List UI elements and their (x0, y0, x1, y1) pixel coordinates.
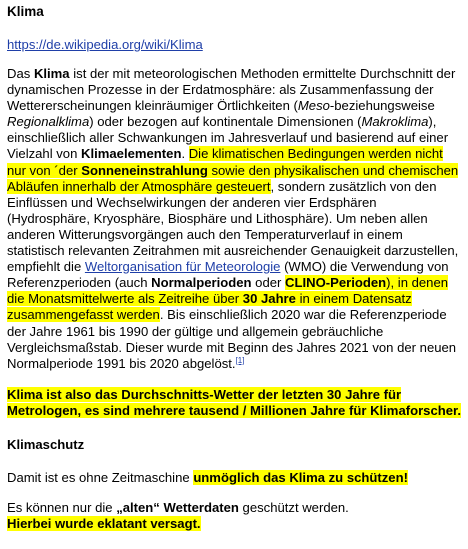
text-run: sowie den physikalischen und chemischen Abläufen innerhalb der Atmosphäre gesteuert (7, 162, 459, 194)
text-run: in denen die Monatsmittelwerte als Zeitreihe über (7, 275, 449, 307)
italic-regionalklima: Regionalklima (7, 114, 90, 130)
summary-highlight: Klima ist also das Durchschnitts-Wetter der letzten 30 Jahre für Metrologen, es sind mehrere tausend / Millionen Jahre für Klimaforscher. (7, 386, 462, 418)
text-run: (WMO) die Verwendung von Referenzperioden (auch (7, 259, 449, 291)
text-run: in einem Datensatz zusammengefasst werden (7, 291, 412, 323)
klimaschutz-paragraph (7, 470, 462, 486)
text-run: Es können nur die (7, 499, 117, 515)
text-run: oder (251, 275, 286, 291)
text-run: ), einschließlich aller Schwankungen im Jahresverlauf und basierend auf einer Vielzahl von (7, 114, 449, 162)
bold-30-jahre: 30 Jahre (242, 291, 296, 307)
text-run: Damit ist es ohne Zeitmaschine (7, 469, 194, 485)
highlight-versagt: Hierbei wurde eklatant versagt. (7, 515, 201, 531)
page-title: Klima (7, 4, 44, 19)
bold-normalperioden: Normalperioden (151, 275, 252, 291)
text-run: , sondern zusätzlich von den Einflüssen und Wechselwirkungen der anderen vier Erdsphären (Hydrosphäre, Kryosphäre, Biosphäre und Lithosphäre). Um neben allen anderen Witterungsvorgängen auch den Temperaturverlauf in einem statistisch relevanten Zeitrahmen mit ausreichender Genauigkeit darzustellen, empfiehlt die (7, 178, 459, 275)
italic-meso: Meso (297, 98, 330, 114)
summary-paragraph (7, 387, 462, 419)
wmo-link[interactable]: Weltorganisation für Meteorologie (84, 259, 281, 275)
footnote-link[interactable]: [1] (235, 355, 245, 365)
bold-clino-perioden: CLINO-Perioden (285, 275, 387, 291)
text-run: Das (7, 66, 34, 81)
bold-alten-wetterdaten: „alten“ Wetterdaten (116, 499, 239, 515)
section-heading-klimaschutz: Klimaschutz (7, 436, 85, 452)
source-link[interactable]: https://de.wikipedia.org/wiki/Klima (7, 37, 203, 52)
bold-sonneneinstrahlung: Sonneneinstrahlung (81, 162, 208, 178)
text-run: ist der mit meteorologischen Methoden ermittelte Durchschnitt der dynamischen Prozesse in der Erdatmosphäre: als Zusammenfassung der Wettererscheinungen kleinräumiger Örtlichkeiten ( (7, 66, 456, 114)
definition-paragraph (7, 66, 462, 372)
text-run: Die klimatischen Bedingungen werden nicht nur von ´der (7, 146, 443, 178)
text-run: . Bis einschließlich 2020 war die Referenzperiode der Jahre 1961 bis 1990 der gültige und allgemein gebräuchliche Vergleichsmaßstab. Dieser wurde mit Beginn des Jahres 2021 von der neuen Normalperiode 1991 bis 2020 abgelöst. (7, 307, 457, 371)
text-run: geschützt werden. (238, 499, 349, 515)
source-url-line (7, 37, 462, 53)
text-run: ) oder bezogen auf kontinentale Dimensionen ( (89, 114, 362, 130)
bold-klimaelemente: Klimaelementen (81, 146, 182, 162)
text-run: -beziehungsweise (329, 98, 435, 114)
wetterdaten-paragraph (7, 500, 462, 532)
highlight-unmoeglich: unmöglich das Klima zu schützen! (193, 469, 408, 485)
italic-makroklima: Makroklima (361, 114, 429, 130)
text-run: ), (386, 275, 398, 291)
bold-klima: Klima (33, 66, 70, 81)
text-run: . (181, 146, 189, 162)
